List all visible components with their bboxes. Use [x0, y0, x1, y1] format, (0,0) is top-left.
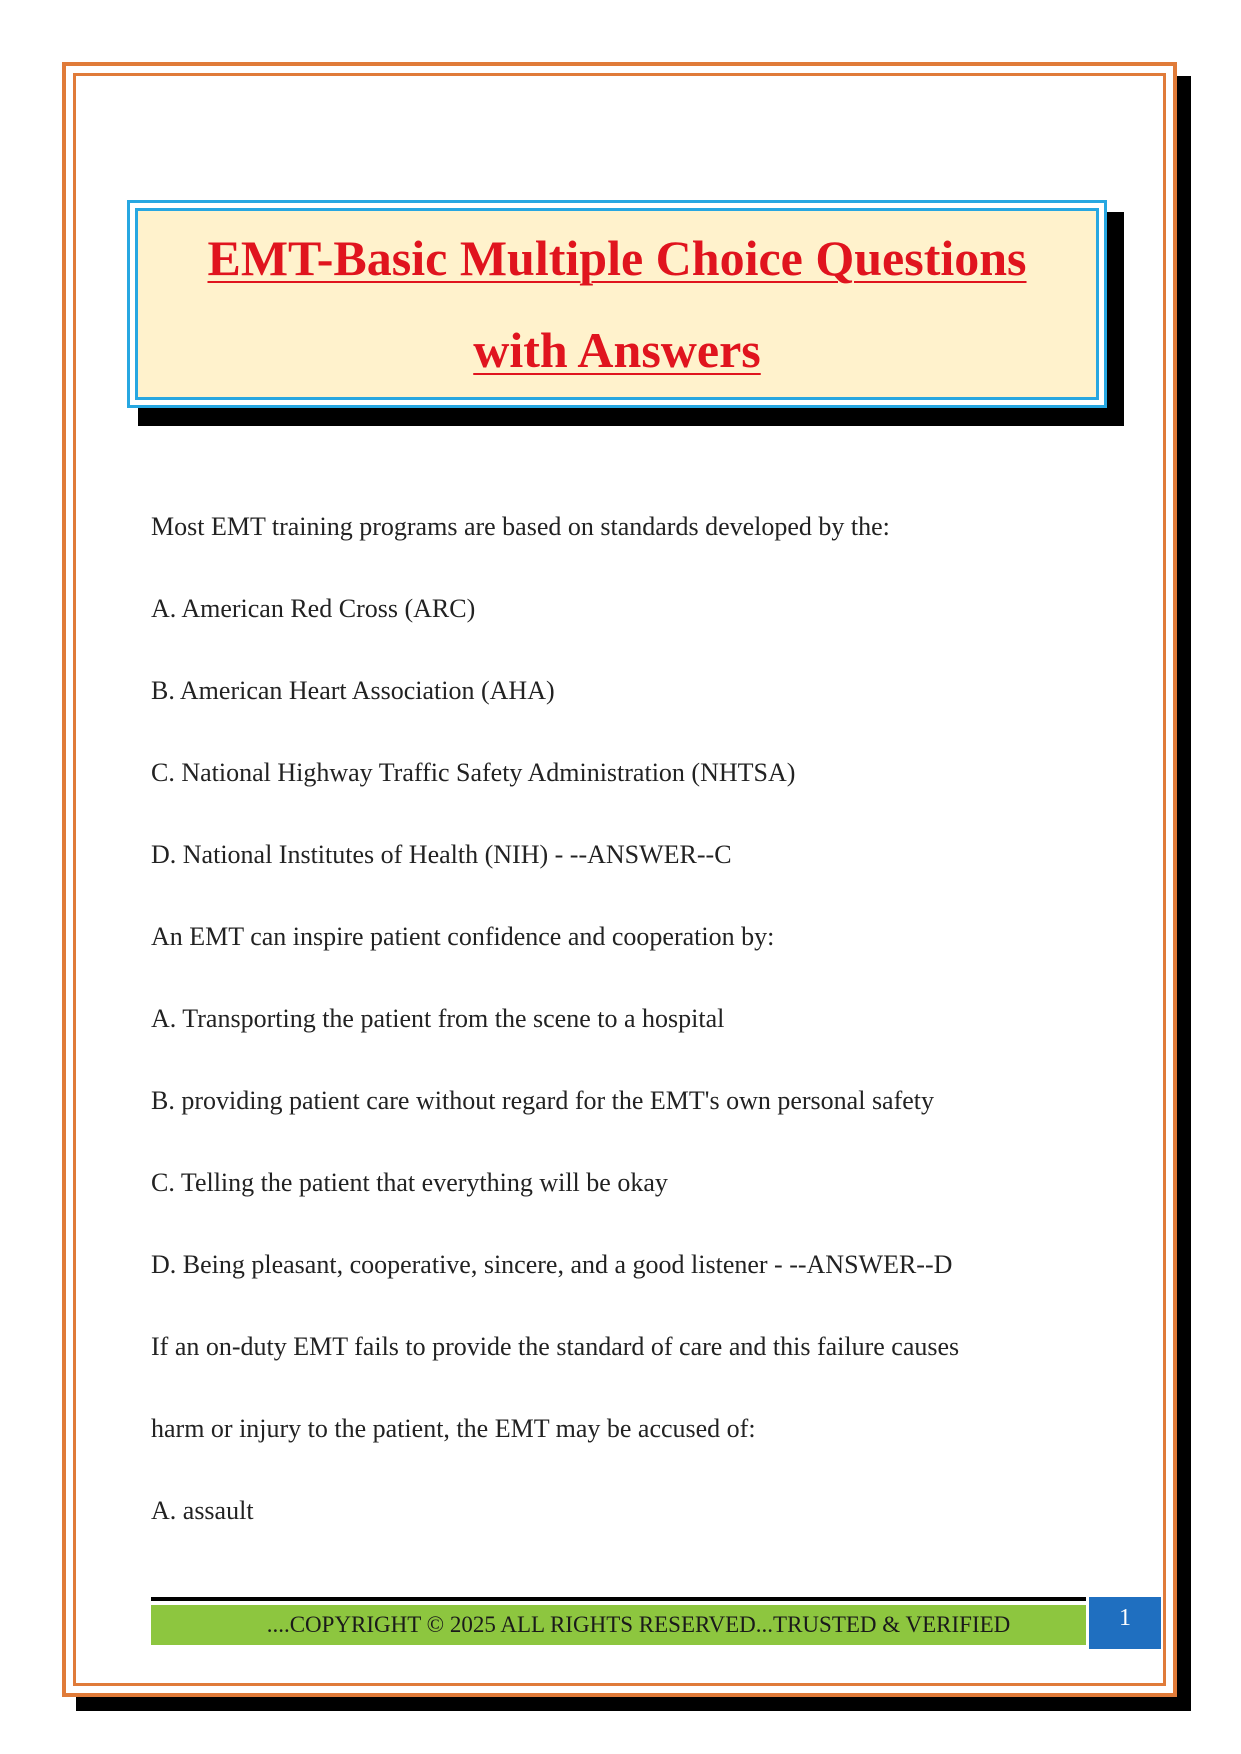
title-box-inner [135, 208, 1099, 400]
question-3-option-a: A. assault [151, 1496, 254, 1525]
question-1-text: Most EMT training programs are based on standards developed by the: [151, 512, 890, 541]
question-1-option-b: B. American Heart Association (AHA) [151, 676, 555, 705]
question-3-text-line-1: If an on-duty EMT fails to provide the standard of care and this failure causes [151, 1332, 960, 1361]
document-title-line-1: EMT-Basic Multiple Choice Questions [207, 230, 1027, 286]
question-1-option-a: A. American Red Cross (ARC) [151, 594, 476, 623]
footer-bar [151, 1605, 1086, 1645]
footer-rule [151, 1597, 1086, 1601]
question-2-option-a: A. Transporting the patient from the scene to a hospital [151, 1004, 725, 1033]
question-2-text: An EMT can inspire patient confidence and cooperation by: [151, 922, 775, 951]
page-number: 1 [1089, 1597, 1161, 1649]
title-box [127, 200, 1107, 408]
question-content [151, 510, 1071, 1576]
footer-copyright: ....COPYRIGHT © 2025 ALL RIGHTS RESERVED...TRUSTED & VERIFIED [266, 1612, 1011, 1637]
question-1-option-c: C. National Highway Traffic Safety Administration (NHTSA) [151, 758, 796, 787]
question-3-text-line-2: harm or injury to the patient, the EMT may be accused of: [151, 1414, 756, 1443]
document-title-line-2: with Answers [473, 322, 761, 378]
question-2-option-c: C. Telling the patient that everything will be okay [151, 1168, 668, 1197]
question-2-option-d-answer: D. Being pleasant, cooperative, sincere, and a good listener - --ANSWER--D [151, 1250, 953, 1279]
question-1-option-d-answer: D. National Institutes of Health (NIH) - --ANSWER--C [151, 840, 732, 869]
question-2-option-b: B. providing patient care without regard for the EMT's own personal safety [151, 1086, 935, 1115]
